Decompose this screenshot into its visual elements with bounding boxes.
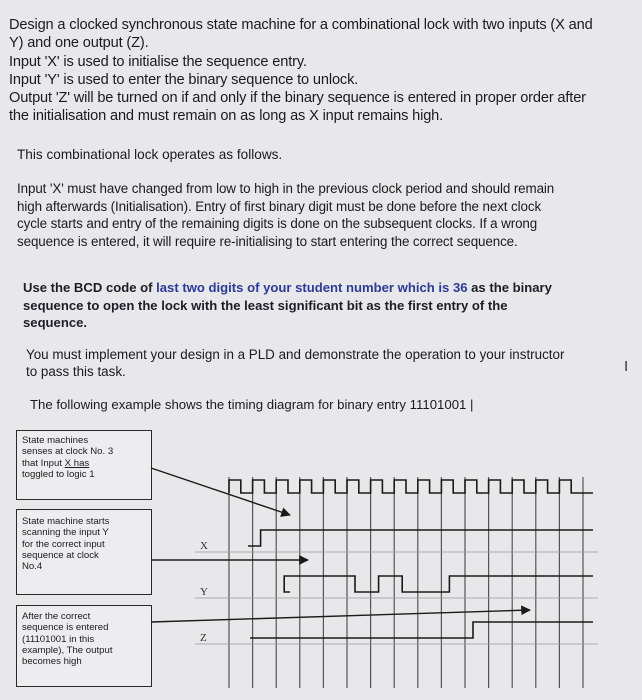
intro-line: the initialisation and must remain on as long as X input remains high.	[9, 108, 444, 125]
description-line: high afterwards (Initialisation). Entry of first binary digit must be done before the next clock	[17, 198, 542, 214]
annotation-arrows	[151, 468, 530, 622]
annotation-line: State machine starts	[22, 516, 110, 527]
example-caption: The following example shows the timing diagram for binary entry 11101001 |	[30, 397, 474, 412]
description-line: sequence is entered, it will require re-initialising to start entering the correct sequence.	[17, 233, 518, 249]
intro-line: Input 'X' is used to initialise the sequence entry.	[9, 53, 307, 70]
intro-line: Y) and one output (Z).	[9, 35, 149, 52]
annotation-line: example), The output	[22, 644, 113, 656]
description-line: Input 'X' must have changed from low to high in the previous clock period and should remain	[17, 181, 555, 196]
description-line: cycle starts and entry of the remaining digits is done on the subsequent clocks. If a wrong	[17, 216, 538, 231]
annotation-line: (11101001 in this	[22, 633, 95, 645]
bcd-line: Use the BCD code of last two digits of your student number which is 36 as the binary	[23, 280, 552, 295]
bcd-line: sequence.	[23, 315, 88, 331]
annotation-line: State machines	[22, 435, 89, 446]
timing-grid	[195, 477, 598, 688]
text-cursor-icon: I	[624, 358, 629, 375]
arrow-output	[151, 610, 530, 622]
student-number-highlight: last two digits of your student number which is 36	[156, 280, 468, 295]
implementation-line: You must implement your design in a PLD and demonstrate the operation to your instructor	[26, 347, 565, 362]
intro-line: Input 'Y' is used to enter the binary sequence to unlock.	[9, 71, 359, 88]
annotation-line: After the correct	[22, 611, 91, 622]
annotation-line: scanning the input Y	[22, 527, 109, 539]
annotation-line: for the correct input	[22, 538, 105, 550]
z-waveform	[250, 622, 593, 638]
annotation-line: sequence at clock	[22, 549, 99, 561]
signal-z-label: Z	[200, 632, 207, 644]
annotation-line: No.4	[22, 561, 43, 573]
arrow-clock3	[151, 468, 290, 515]
intro-line: Design a clocked synchronous state machine for a combinational lock with two inputs (X and	[9, 17, 593, 33]
annotation-line: that Input X has	[22, 457, 90, 469]
operation-heading: This combinational lock operates as follows.	[17, 147, 283, 162]
annotation-line: becomes high	[22, 656, 82, 668]
annotation-line: sequence is entered	[22, 622, 109, 634]
annotation-line: toggled to logic 1	[22, 468, 95, 480]
implementation-line: to pass this task.	[26, 364, 126, 379]
y-waveform	[284, 576, 593, 592]
bcd-line: sequence to open the lock with the least significant bit as the first entry of the	[23, 297, 508, 313]
intro-line: Output 'Z' will be turned on if and only if the binary sequence is entered in proper order after	[9, 90, 586, 107]
signal-y-label: Y	[200, 586, 208, 598]
signal-x-label: X	[200, 540, 208, 552]
annotation-line: senses at clock No. 3	[22, 446, 114, 458]
clock-waveform	[229, 480, 593, 493]
